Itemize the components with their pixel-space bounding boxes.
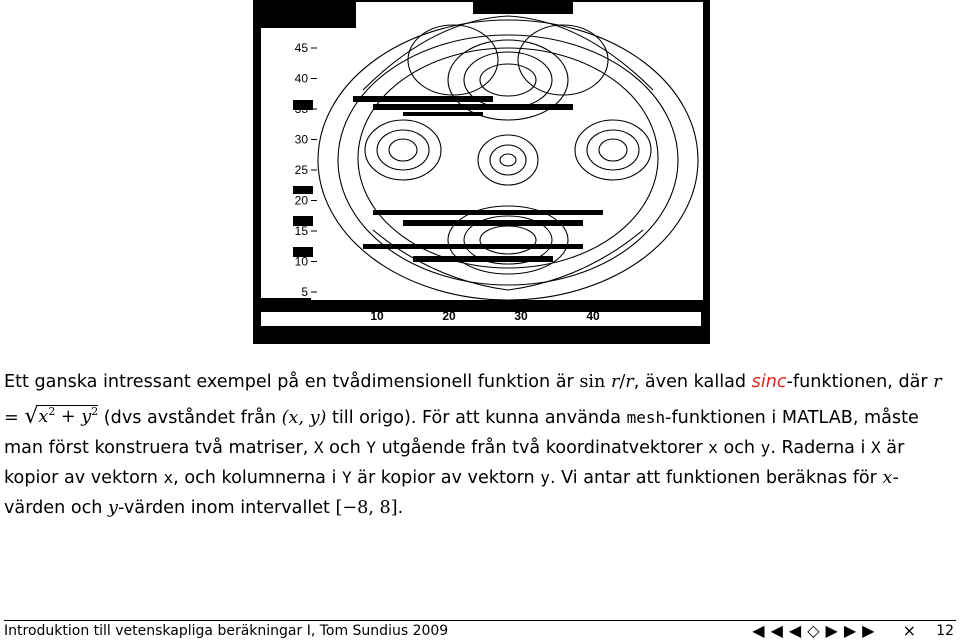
y-tick-label: 10 (294, 254, 308, 269)
slide-footer (4, 620, 956, 641)
math-equals: = (4, 407, 19, 428)
sqrt-icon: √ (24, 403, 39, 429)
navigation-controls (752, 621, 922, 640)
contour-plot-svg (253, 0, 710, 344)
nav-prev-icon[interactable]: ◀ (788, 621, 808, 640)
code-X: X (871, 437, 881, 457)
code-mesh: mesh (626, 407, 666, 427)
page-number: 12 (936, 623, 954, 639)
text-run: -värden inom intervallet (118, 497, 330, 518)
y-tick-label: 35 (294, 102, 308, 116)
math-var-y: y (81, 407, 92, 428)
math-xy: (x, y) (281, 407, 327, 428)
text-run: , och kolumnerna i (173, 468, 337, 489)
code-x: x (708, 437, 718, 457)
nav-last-icon[interactable]: ▶▶ (843, 621, 881, 640)
code-X: X (313, 437, 324, 457)
math-var-r: r (625, 372, 634, 392)
y-tick-label: 45 (294, 41, 308, 55)
math-plus: + (60, 407, 76, 428)
math-slash: / (619, 372, 626, 392)
text-run: -funktionen, där (786, 372, 928, 392)
code-x: x (163, 468, 174, 488)
plot-area (311, 2, 703, 300)
text-run: (dvs avståndet från (103, 407, 277, 428)
text-run: -värden och (4, 468, 899, 518)
nav-first-icon[interactable]: ◀◀ (752, 621, 789, 640)
contour-plot (253, 0, 710, 344)
x-tick-label: 40 (586, 309, 600, 323)
code-Y: Y (366, 437, 376, 457)
nav-home-icon[interactable]: ◇ (807, 621, 826, 640)
code-y: y (760, 437, 771, 457)
text-run: är kopior av vektorn (4, 437, 905, 489)
math-var-r: r (933, 372, 942, 392)
x-tick-label: 30 (514, 309, 528, 323)
text-run: -funktionen i MATLAB, måste man först konstruera två matriser, (4, 407, 919, 458)
text-run: . Vi antar att funktionen beräknas för (549, 468, 877, 489)
math-interval: [−8, 8] (335, 497, 398, 518)
x-tick-label: 20 (442, 309, 456, 323)
text-run: och (723, 437, 756, 458)
math-var-x: x (882, 468, 893, 489)
math-var-x: x (38, 407, 49, 428)
sinc-highlight: sinc (751, 372, 787, 392)
text-run: till origo). För att kunna använda (332, 407, 621, 428)
y-tick-label: 5 (301, 285, 308, 299)
math-exponent: 2 (48, 405, 56, 419)
math-exponent: 2 (91, 405, 99, 419)
close-icon[interactable]: × (902, 621, 922, 640)
text-run: , även kallad (633, 372, 747, 392)
x-tick-label: 10 (370, 309, 384, 323)
text-run: och (329, 437, 361, 458)
y-tick-label: 25 (294, 163, 308, 177)
y-tick-label: 15 (294, 224, 308, 238)
text-run: . Raderna i (770, 437, 866, 458)
text-run: utgående från två koordinatvektorer (381, 437, 703, 458)
text-run: är kopior av vektorn (357, 468, 535, 489)
code-Y: Y (341, 468, 352, 488)
code-y: y (540, 468, 550, 488)
y-tick-label: 30 (294, 132, 308, 147)
text-run: . (397, 497, 404, 518)
text-run: Ett ganska intressant exempel på en tvådimensionell funktion är (4, 372, 574, 392)
math-var-r: r (610, 372, 620, 392)
nav-next-icon[interactable]: ▶ (825, 621, 844, 640)
sqrt-radicand (38, 405, 98, 427)
math-sin: sin (579, 372, 606, 392)
y-tick-label: 40 (294, 71, 308, 86)
math-var-y: y (108, 497, 118, 518)
footer-title: Introduktion till vetenskapliga beräkningar I, Tom Sundius 2009 (4, 623, 449, 639)
y-tick-label: 20 (294, 193, 308, 208)
body-paragraph (4, 368, 956, 523)
